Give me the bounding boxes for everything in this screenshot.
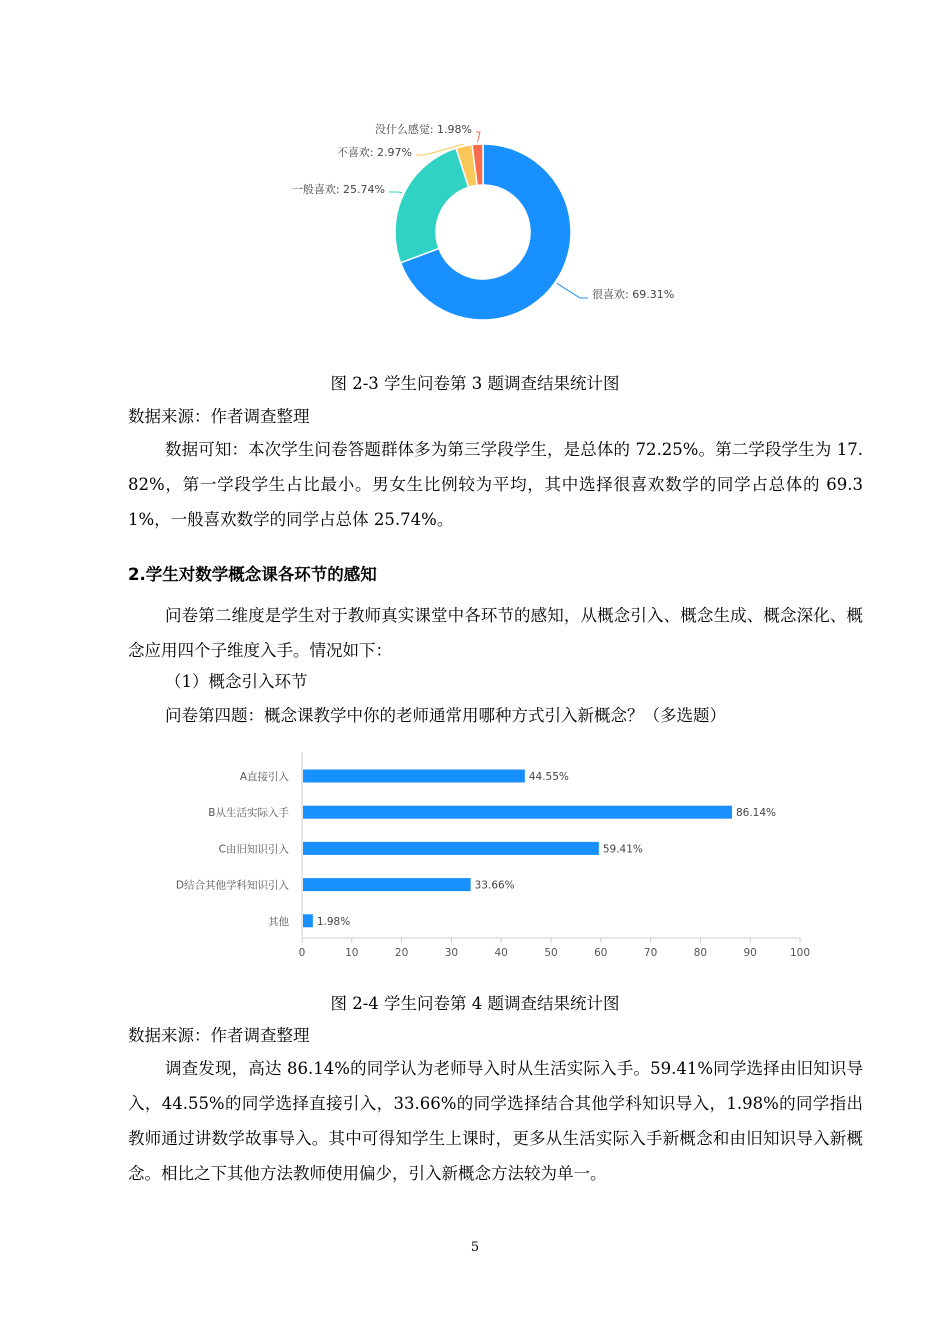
y-category-label: A直接引入	[239, 771, 289, 783]
x-tick-label: 90	[743, 947, 757, 959]
bar-value-label: 33.66%	[474, 879, 515, 892]
figure-3-source: 数据来源：作者调查整理	[128, 407, 310, 426]
donut-chart	[280, 110, 720, 330]
bar	[303, 842, 599, 855]
donut-slice	[395, 148, 469, 263]
bar-chart	[150, 752, 850, 970]
bar-value-label: 86.14%	[735, 807, 777, 820]
leader-line	[557, 283, 588, 298]
figure-3-caption: 图 2-3 学生问卷第 3 题调查结果统计图	[330, 374, 620, 393]
x-tick-label: 0	[298, 947, 306, 959]
donut-label: 不喜欢: 2.97%	[336, 146, 412, 159]
leader-line	[389, 192, 402, 193]
figure-4-source: 数据来源：作者调查整理	[128, 1026, 310, 1045]
bar-value-label: 44.55%	[528, 771, 569, 783]
y-category-label: D结合其他学科知识引入	[175, 879, 289, 892]
x-tick-label: 20	[394, 947, 409, 959]
paragraph-2: 问卷第二维度是学生对于教师真实课堂中各环节的感知，从概念引入、概念生成、概念深化、概念应用四个子维度入手。情况如下：	[128, 606, 863, 660]
page-number: 5	[470, 1240, 480, 1255]
x-tick-label: 60	[594, 947, 608, 959]
bar-value-label: 1.98%	[316, 915, 351, 928]
paragraph-1: 数据可知：本次学生问卷答题群体多为第三学段学生，是总体的 72.25%。第二学段学生为 17.82%，第一学段学生占比最小。男女生比例较为平均，其中选择很喜欢数学的同学占总体的 69.31%，一般喜欢数学的同学占总体 25.74%。	[128, 440, 863, 529]
x-tick-label: 10	[345, 947, 359, 959]
donut-label: 很喜欢: 69.31%	[592, 288, 675, 301]
y-category-label: B从生活实际入手	[208, 807, 289, 820]
bar	[303, 914, 313, 927]
x-tick-label: 50	[544, 947, 558, 959]
y-category-label: 其他	[268, 915, 289, 928]
donut-label: 没什么感觉: 1.98%	[374, 123, 472, 136]
bar	[303, 806, 732, 819]
leader-line	[476, 132, 480, 142]
bar-value-label: 59.41%	[602, 843, 643, 856]
y-category-label: C由旧知识引入	[218, 843, 289, 856]
x-tick-label: 100	[789, 947, 811, 959]
x-tick-label: 80	[693, 947, 708, 959]
subheading-concept-intro: （1）概念引入环节	[165, 672, 308, 691]
x-tick-label: 30	[444, 947, 459, 959]
bar	[303, 770, 525, 783]
donut-label: 一般喜欢: 25.74%	[291, 183, 385, 196]
bar	[303, 878, 471, 891]
section-heading-2: 2.学生对数学概念课各环节的感知	[128, 565, 377, 584]
question-4-text: 问卷第四题：概念课教学中你的老师通常用哪种方式引入新概念？（多选题）	[165, 706, 726, 725]
x-tick-label: 40	[494, 947, 508, 959]
figure-4-caption: 图 2-4 学生问卷第 4 题调查结果统计图	[330, 994, 620, 1013]
paragraph-3: 调查发现，高达 86.14%的同学认为老师导入时从生活实际入手。59.41%同学选择由旧知识导入，44.55%的同学选择直接引入，33.66%的同学选择结合其他学科知识导入，1.98%的同学指出教师通过讲数学故事导入。其中可得知学生上课时，更多从生活实际入手新概念和由旧知识导入新概念。相比之下其他方法教师使用偏少，引入新概念方法较为单一。	[128, 1059, 863, 1183]
x-tick-label: 70	[643, 947, 658, 959]
